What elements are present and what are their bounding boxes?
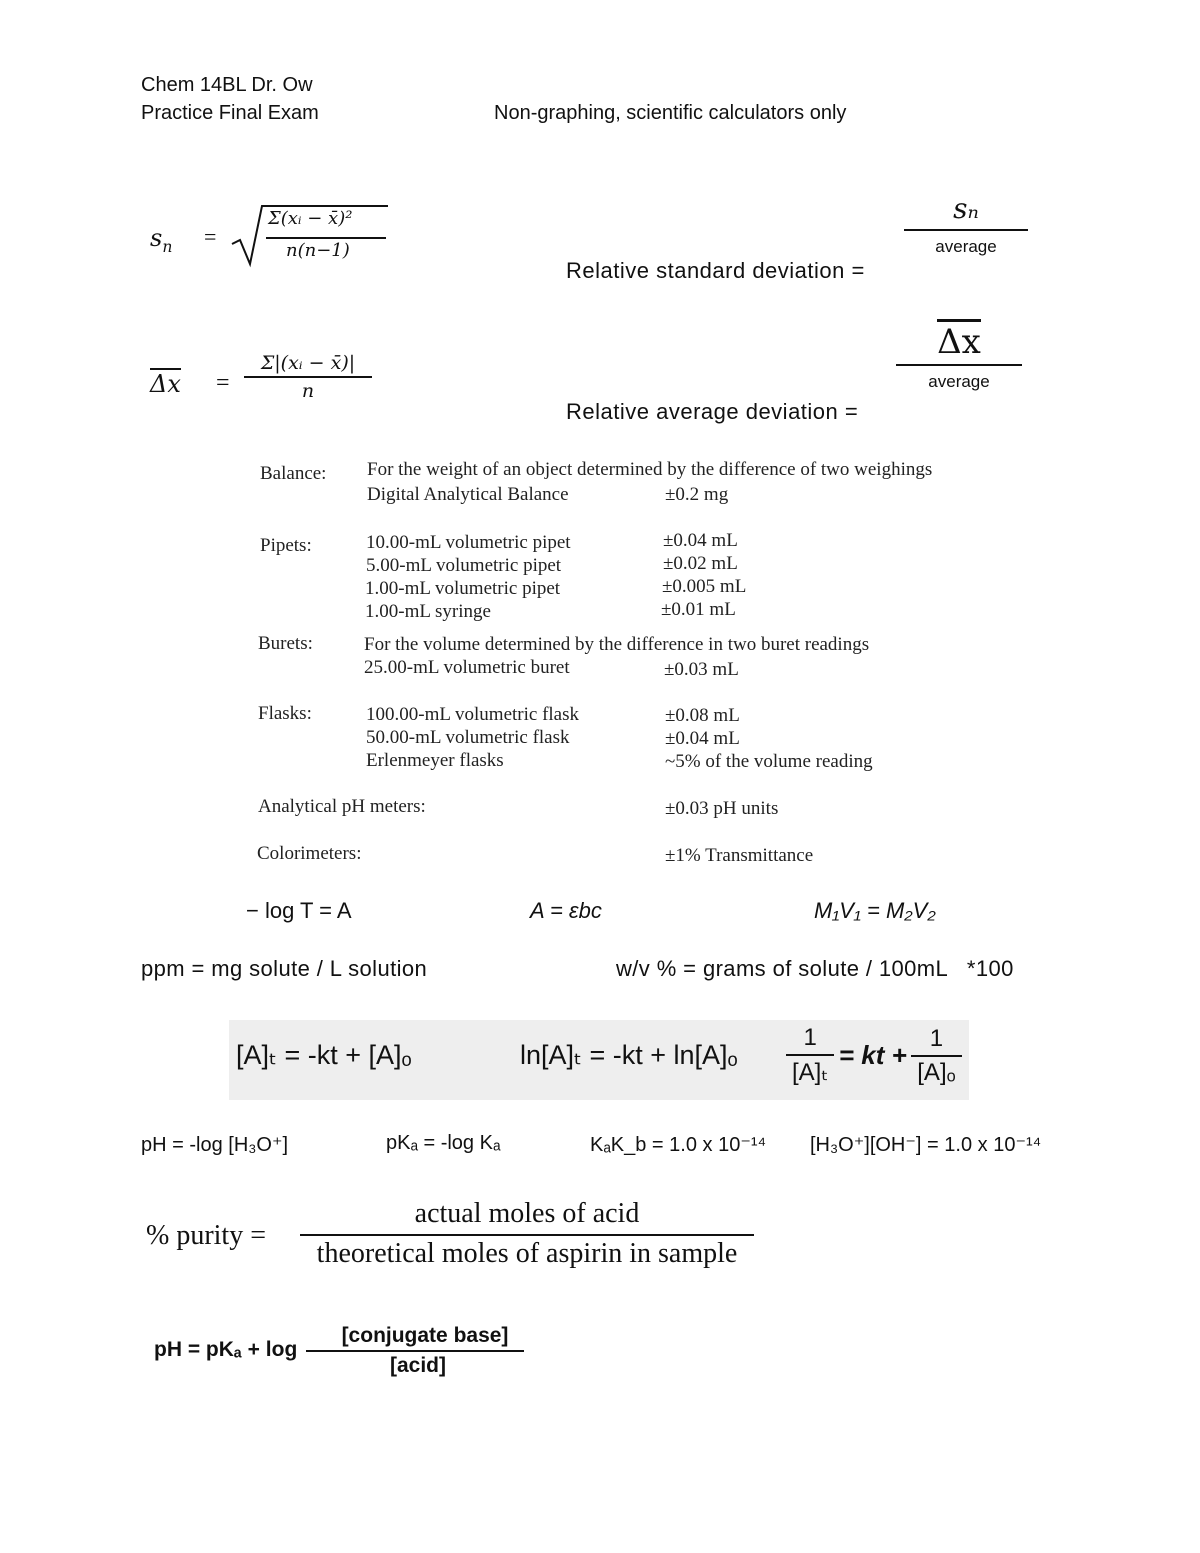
sn-numerator: Σ(xᵢ − x̄)² — [268, 208, 353, 229]
table-uncertainty: ±0.2 mg — [665, 484, 729, 505]
rate2-denominator-right: [A]ₒ — [911, 1055, 961, 1087]
table-desc: 1.00-mL volumetric pipet — [365, 578, 561, 599]
table-desc: 1.00-mL syringe — [365, 601, 491, 622]
table-uncertainty: ±0.01 mL — [661, 599, 736, 620]
rsd-numerator: sₙ — [904, 192, 1028, 231]
table-uncertainty: ±0.08 mL — [665, 705, 740, 726]
wv-equation: w/v % = grams of solute / 100mL *100 — [616, 956, 1014, 981]
purity-numerator: actual moles of acid — [300, 1198, 754, 1236]
table-desc: For the volume determined by the difference in two buret readings — [364, 634, 870, 655]
table-label: Pipets: — [260, 535, 312, 556]
beer-lambert-equation: A = εbc — [530, 898, 602, 923]
table-label: Analytical pH meters: — [258, 796, 426, 817]
table-desc: For the weight of an object determined by the difference of two weighings — [367, 459, 933, 480]
dx-denominator: n — [244, 376, 372, 402]
table-label: Colorimeters: — [257, 843, 362, 864]
table-label: Flasks: — [258, 703, 312, 724]
table-uncertainty: ±0.005 mL — [662, 576, 747, 597]
table-uncertainty: ±0.04 mL — [665, 728, 740, 749]
purity-lhs: % purity = — [146, 1220, 266, 1251]
hh-denominator: [acid] — [389, 1354, 446, 1377]
sn-denominator: n(n−1) — [286, 240, 350, 261]
table-desc: 10.00-mL volumetric pipet — [366, 532, 571, 553]
rad-numerator: Δx — [937, 319, 981, 362]
table-uncertainty: ±0.03 pH units — [665, 798, 779, 819]
table-uncertainty: ±0.03 mL — [664, 659, 739, 680]
table-desc: 100.00-mL volumetric flask — [366, 704, 579, 725]
table-uncertainty: ±0.02 mL — [663, 553, 738, 574]
rsd-fraction — [904, 192, 1028, 257]
table-uncertainty: ~5% of the volume reading — [665, 751, 873, 772]
purity-denominator: theoretical moles of aspirin in sample — [316, 1238, 738, 1269]
pka-equation: pKₐ = -log Kₐ — [386, 1132, 501, 1154]
hh-numerator: [conjugate base] — [306, 1324, 524, 1352]
table-desc: 5.00-mL volumetric pipet — [366, 555, 562, 576]
dilution-equation: M₁V₁ = M₂V₂ — [814, 898, 936, 923]
dx-symbol: Δx — [150, 370, 181, 398]
exam-title: Practice Final Exam — [141, 102, 319, 124]
kakb-equation: KₐK_b = 1.0 x 10⁻¹⁴ — [590, 1134, 767, 1156]
course-title: Chem 14BL Dr. Ow — [141, 74, 313, 96]
zero-order-rate-law: [A]ₜ = -kt + [A]ₒ — [236, 1040, 412, 1070]
rad-denominator: average — [928, 372, 990, 391]
dx-numerator: Σ|(xᵢ − x̄)| — [260, 352, 356, 374]
table-desc: Erlenmeyer flasks — [366, 750, 504, 771]
table-desc: 50.00-mL volumetric flask — [366, 727, 570, 748]
sn-symbol: s — [150, 224, 163, 252]
rsd-denominator: average — [935, 237, 997, 256]
calculator-note: Non-graphing, scientific calculators only — [494, 102, 847, 124]
ph-equation: pH = -log [H₃O⁺] — [141, 1134, 289, 1156]
kw-equation: [H₃O⁺][OH⁻] = 1.0 x 10⁻¹⁴ — [810, 1134, 1042, 1156]
rate2-denominator-left: [A]ₜ — [786, 1054, 834, 1087]
rsd-label: Relative standard deviation = — [566, 258, 865, 283]
table-label: Balance: — [260, 463, 327, 484]
table-uncertainty: ±1% Transmittance — [665, 845, 814, 866]
table-label: Burets: — [258, 633, 313, 654]
purity-fraction — [300, 1198, 754, 1270]
rate2-numerator-right: 1 — [929, 1024, 944, 1052]
second-order-rate-law — [786, 1024, 962, 1094]
hh-lhs: pH = pKₐ + log — [154, 1338, 298, 1361]
table-uncertainty: ±0.04 mL — [663, 530, 738, 551]
rate2-numerator-left: 1 — [803, 1024, 817, 1051]
rate2-middle: = kt + — [838, 1040, 907, 1070]
rad-label: Relative average deviation = — [566, 399, 859, 424]
hh-fraction — [306, 1324, 524, 1378]
table-desc: Digital Analytical Balance — [367, 484, 569, 505]
sn-subscript: n — [162, 237, 173, 256]
rad-fraction — [896, 322, 1022, 392]
table-desc: 25.00-mL volumetric buret — [364, 657, 570, 678]
first-order-rate-law: ln[A]ₜ = -kt + ln[A]ₒ — [520, 1040, 738, 1070]
ppm-equation: ppm = mg solute / L solution — [141, 956, 428, 981]
absorbance-equation: − log T = A — [246, 898, 352, 923]
